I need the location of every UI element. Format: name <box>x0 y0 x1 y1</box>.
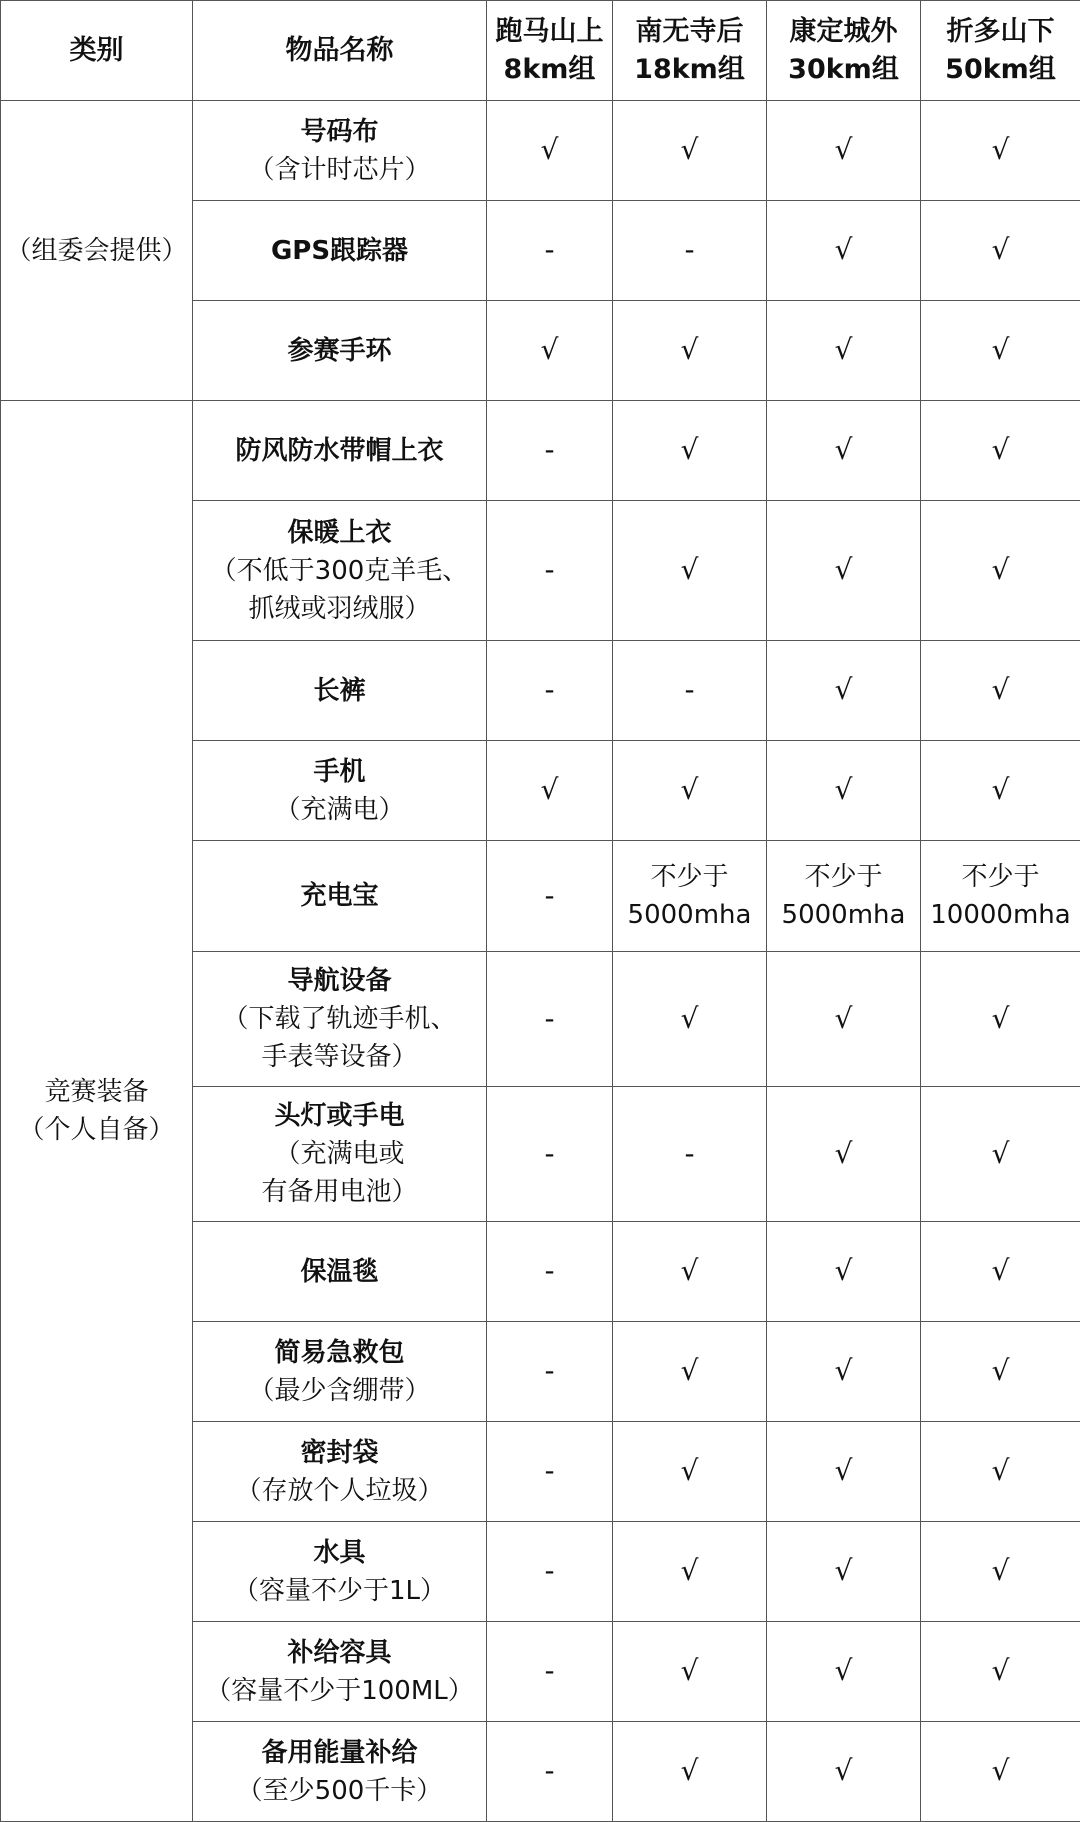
category-label-line: （个人自备） <box>5 1111 188 1149</box>
category-label-line: （组委会提供） <box>5 232 188 270</box>
dash-mark: - <box>544 1354 554 1387</box>
check-mark: √ <box>681 773 699 806</box>
check-mark: √ <box>835 433 853 466</box>
header-item: 物品名称 <box>193 1 487 101</box>
check-mark: √ <box>835 673 853 706</box>
header-group-line: 南无寺后 <box>636 16 744 47</box>
check-mark: √ <box>541 133 559 166</box>
requirement-cell <box>487 741 613 841</box>
item-note: （充满电） <box>197 791 482 829</box>
dash-mark: - <box>544 879 554 912</box>
item-name-cell <box>193 1622 487 1722</box>
header-group-line: 18km组 <box>634 54 745 85</box>
check-mark: √ <box>992 433 1010 466</box>
check-mark: √ <box>835 1554 853 1587</box>
table-row <box>1 401 1080 501</box>
item-name: 保温毯 <box>197 1253 482 1291</box>
requirement-cell <box>613 1322 767 1422</box>
item-name: 密封袋 <box>197 1434 482 1472</box>
requirement-cell <box>921 741 1080 841</box>
item-name: 简易急救包 <box>197 1334 482 1372</box>
item-note: （下载了轨迹手机、 <box>197 1000 482 1038</box>
requirement-text: 5000mha <box>617 896 762 934</box>
category-cell-provided <box>1 101 193 401</box>
item-name-cell <box>193 741 487 841</box>
requirement-cell <box>767 1222 921 1322</box>
dash-mark: - <box>544 1754 554 1787</box>
dash-mark: - <box>684 233 694 266</box>
check-mark: √ <box>992 773 1010 806</box>
item-name: 参赛手环 <box>197 332 482 370</box>
requirement-cell <box>921 641 1080 741</box>
item-name-cell <box>193 1422 487 1522</box>
requirement-cell <box>613 1522 767 1622</box>
requirement-cell <box>921 841 1080 952</box>
item-name: 防风防水带帽上衣 <box>197 432 482 470</box>
requirement-cell <box>613 1222 767 1322</box>
item-name: 长裤 <box>197 672 482 710</box>
requirement-cell <box>767 401 921 501</box>
check-mark: √ <box>835 1137 853 1170</box>
check-mark: √ <box>835 1354 853 1387</box>
check-mark: √ <box>835 1454 853 1487</box>
requirement-cell <box>767 201 921 301</box>
requirement-cell <box>767 952 921 1087</box>
requirement-cell <box>767 501 921 641</box>
check-mark: √ <box>681 1454 699 1487</box>
requirement-text: 5000mha <box>771 896 916 934</box>
requirement-cell <box>487 641 613 741</box>
item-name: 手机 <box>197 753 482 791</box>
dash-mark: - <box>544 553 554 586</box>
requirement-cell <box>921 1422 1080 1522</box>
requirement-cell <box>613 1622 767 1722</box>
requirement-cell <box>767 841 921 952</box>
table-row <box>1 101 1080 201</box>
item-note: （容量不少于1L） <box>197 1572 482 1610</box>
check-mark: √ <box>835 1002 853 1035</box>
requirement-text: 不少于 <box>925 858 1076 896</box>
item-name-cell <box>193 401 487 501</box>
check-mark: √ <box>835 553 853 586</box>
header-row <box>1 1 1080 101</box>
requirement-cell <box>921 301 1080 401</box>
item-note: （存放个人垃圾） <box>197 1472 482 1510</box>
category-label-line: 竞赛装备 <box>5 1073 188 1111</box>
item-name: 导航设备 <box>197 962 482 1000</box>
header-group-8km <box>487 1 613 101</box>
dash-mark: - <box>544 1002 554 1035</box>
requirement-cell <box>487 1222 613 1322</box>
check-mark: √ <box>681 1754 699 1787</box>
item-name: 备用能量补给 <box>197 1734 482 1772</box>
requirement-cell <box>767 641 921 741</box>
requirement-cell <box>613 641 767 741</box>
requirement-cell <box>487 952 613 1087</box>
item-name: 水具 <box>197 1534 482 1572</box>
dash-mark: - <box>544 1254 554 1287</box>
check-mark: √ <box>681 1254 699 1287</box>
requirement-cell <box>613 741 767 841</box>
item-name: 头灯或手电 <box>197 1097 482 1135</box>
header-group-line: 30km组 <box>788 54 899 85</box>
check-mark: √ <box>992 1754 1010 1787</box>
item-name-cell <box>193 501 487 641</box>
check-mark: √ <box>835 1254 853 1287</box>
item-note: 手表等设备） <box>197 1038 482 1076</box>
category-cell-personal <box>1 401 193 1822</box>
requirement-cell <box>767 741 921 841</box>
check-mark: √ <box>541 333 559 366</box>
requirement-cell <box>767 1522 921 1622</box>
dash-mark: - <box>544 233 554 266</box>
requirement-cell <box>613 1722 767 1822</box>
item-note: （至少500千卡） <box>197 1772 482 1810</box>
requirement-cell <box>487 401 613 501</box>
requirement-cell <box>613 401 767 501</box>
check-mark: √ <box>992 1254 1010 1287</box>
check-mark: √ <box>992 1554 1010 1587</box>
requirement-cell <box>921 1722 1080 1822</box>
header-group-30km <box>767 1 921 101</box>
requirement-cell <box>613 501 767 641</box>
header-group-50km <box>921 1 1080 101</box>
item-name: 充电宝 <box>197 877 482 915</box>
item-note: 抓绒或羽绒服） <box>197 590 482 628</box>
requirement-cell <box>487 1422 613 1522</box>
requirement-cell <box>921 1322 1080 1422</box>
item-name: 补给容具 <box>197 1634 482 1672</box>
item-name-cell <box>193 952 487 1087</box>
requirement-cell <box>921 401 1080 501</box>
item-name-cell <box>193 1087 487 1222</box>
requirement-cell <box>487 1322 613 1422</box>
dash-mark: - <box>544 1137 554 1170</box>
header-group-18km <box>613 1 767 101</box>
item-note: 有备用电池） <box>197 1173 482 1211</box>
check-mark: √ <box>835 773 853 806</box>
item-name-cell <box>193 201 487 301</box>
requirement-cell <box>767 301 921 401</box>
item-name: 号码布 <box>197 113 482 151</box>
requirement-cell <box>921 1522 1080 1622</box>
item-note: （最少含绷带） <box>197 1372 482 1410</box>
dash-mark: - <box>544 433 554 466</box>
item-note: （不低于300克羊毛、 <box>197 552 482 590</box>
requirement-cell <box>487 301 613 401</box>
check-mark: √ <box>681 1354 699 1387</box>
check-mark: √ <box>992 1454 1010 1487</box>
check-mark: √ <box>681 133 699 166</box>
requirement-cell <box>767 1622 921 1722</box>
requirement-cell <box>613 1422 767 1522</box>
requirement-cell <box>767 1087 921 1222</box>
check-mark: √ <box>835 133 853 166</box>
item-name-cell <box>193 1322 487 1422</box>
check-mark: √ <box>992 1354 1010 1387</box>
requirement-cell <box>613 201 767 301</box>
header-group-line: 8km组 <box>504 54 596 85</box>
item-name-cell <box>193 841 487 952</box>
item-name-cell <box>193 1722 487 1822</box>
check-mark: √ <box>992 673 1010 706</box>
requirement-cell <box>487 841 613 952</box>
requirement-text: 10000mha <box>925 896 1076 934</box>
item-note: （充满电或 <box>197 1135 482 1173</box>
item-name-cell <box>193 1522 487 1622</box>
check-mark: √ <box>835 233 853 266</box>
check-mark: √ <box>992 1137 1010 1170</box>
requirement-cell <box>487 101 613 201</box>
check-mark: √ <box>992 1654 1010 1687</box>
requirement-cell <box>921 101 1080 201</box>
requirement-cell <box>487 201 613 301</box>
header-group-line: 康定城外 <box>790 16 898 47</box>
item-name: 保暖上衣 <box>197 514 482 552</box>
item-name-cell <box>193 1222 487 1322</box>
check-mark: √ <box>541 773 559 806</box>
check-mark: √ <box>835 1654 853 1687</box>
requirement-cell <box>921 501 1080 641</box>
dash-mark: - <box>544 1654 554 1687</box>
requirement-cell <box>487 1522 613 1622</box>
requirement-cell <box>921 952 1080 1087</box>
requirement-text: 不少于 <box>617 858 762 896</box>
requirement-cell <box>767 101 921 201</box>
check-mark: √ <box>681 1554 699 1587</box>
requirement-cell <box>767 1422 921 1522</box>
requirement-cell <box>613 841 767 952</box>
item-name-cell <box>193 641 487 741</box>
header-category: 类别 <box>1 1 193 101</box>
check-mark: √ <box>681 433 699 466</box>
check-mark: √ <box>835 333 853 366</box>
item-note: （含计时芯片） <box>197 151 482 189</box>
requirement-cell <box>613 101 767 201</box>
check-mark: √ <box>681 1002 699 1035</box>
check-mark: √ <box>992 1002 1010 1035</box>
check-mark: √ <box>681 1654 699 1687</box>
requirement-text: 不少于 <box>771 858 916 896</box>
requirement-cell <box>921 1087 1080 1222</box>
item-name: GPS跟踪器 <box>197 232 482 270</box>
dash-mark: - <box>544 673 554 706</box>
dash-mark: - <box>684 673 694 706</box>
header-group-line: 跑马山上 <box>496 16 604 47</box>
check-mark: √ <box>681 553 699 586</box>
check-mark: √ <box>992 233 1010 266</box>
check-mark: √ <box>992 553 1010 586</box>
requirement-cell <box>767 1722 921 1822</box>
item-name-cell <box>193 301 487 401</box>
requirement-cell <box>487 1087 613 1222</box>
gear-table-body <box>1 101 1080 1822</box>
check-mark: √ <box>835 1754 853 1787</box>
header-group-line: 折多山下 <box>947 16 1055 47</box>
requirement-cell <box>487 501 613 641</box>
item-note: （容量不少于100ML） <box>197 1672 482 1710</box>
item-name-cell <box>193 101 487 201</box>
dash-mark: - <box>544 1454 554 1487</box>
requirement-cell <box>921 1222 1080 1322</box>
requirement-cell <box>613 1087 767 1222</box>
check-mark: √ <box>992 333 1010 366</box>
dash-mark: - <box>544 1554 554 1587</box>
requirement-cell <box>921 1622 1080 1722</box>
requirement-cell <box>767 1322 921 1422</box>
requirement-cell <box>613 301 767 401</box>
requirement-cell <box>487 1622 613 1722</box>
requirement-cell <box>613 952 767 1087</box>
requirement-cell <box>921 201 1080 301</box>
check-mark: √ <box>681 333 699 366</box>
dash-mark: - <box>684 1137 694 1170</box>
header-group-line: 50km组 <box>945 54 1056 85</box>
requirement-cell <box>487 1722 613 1822</box>
check-mark: √ <box>992 133 1010 166</box>
